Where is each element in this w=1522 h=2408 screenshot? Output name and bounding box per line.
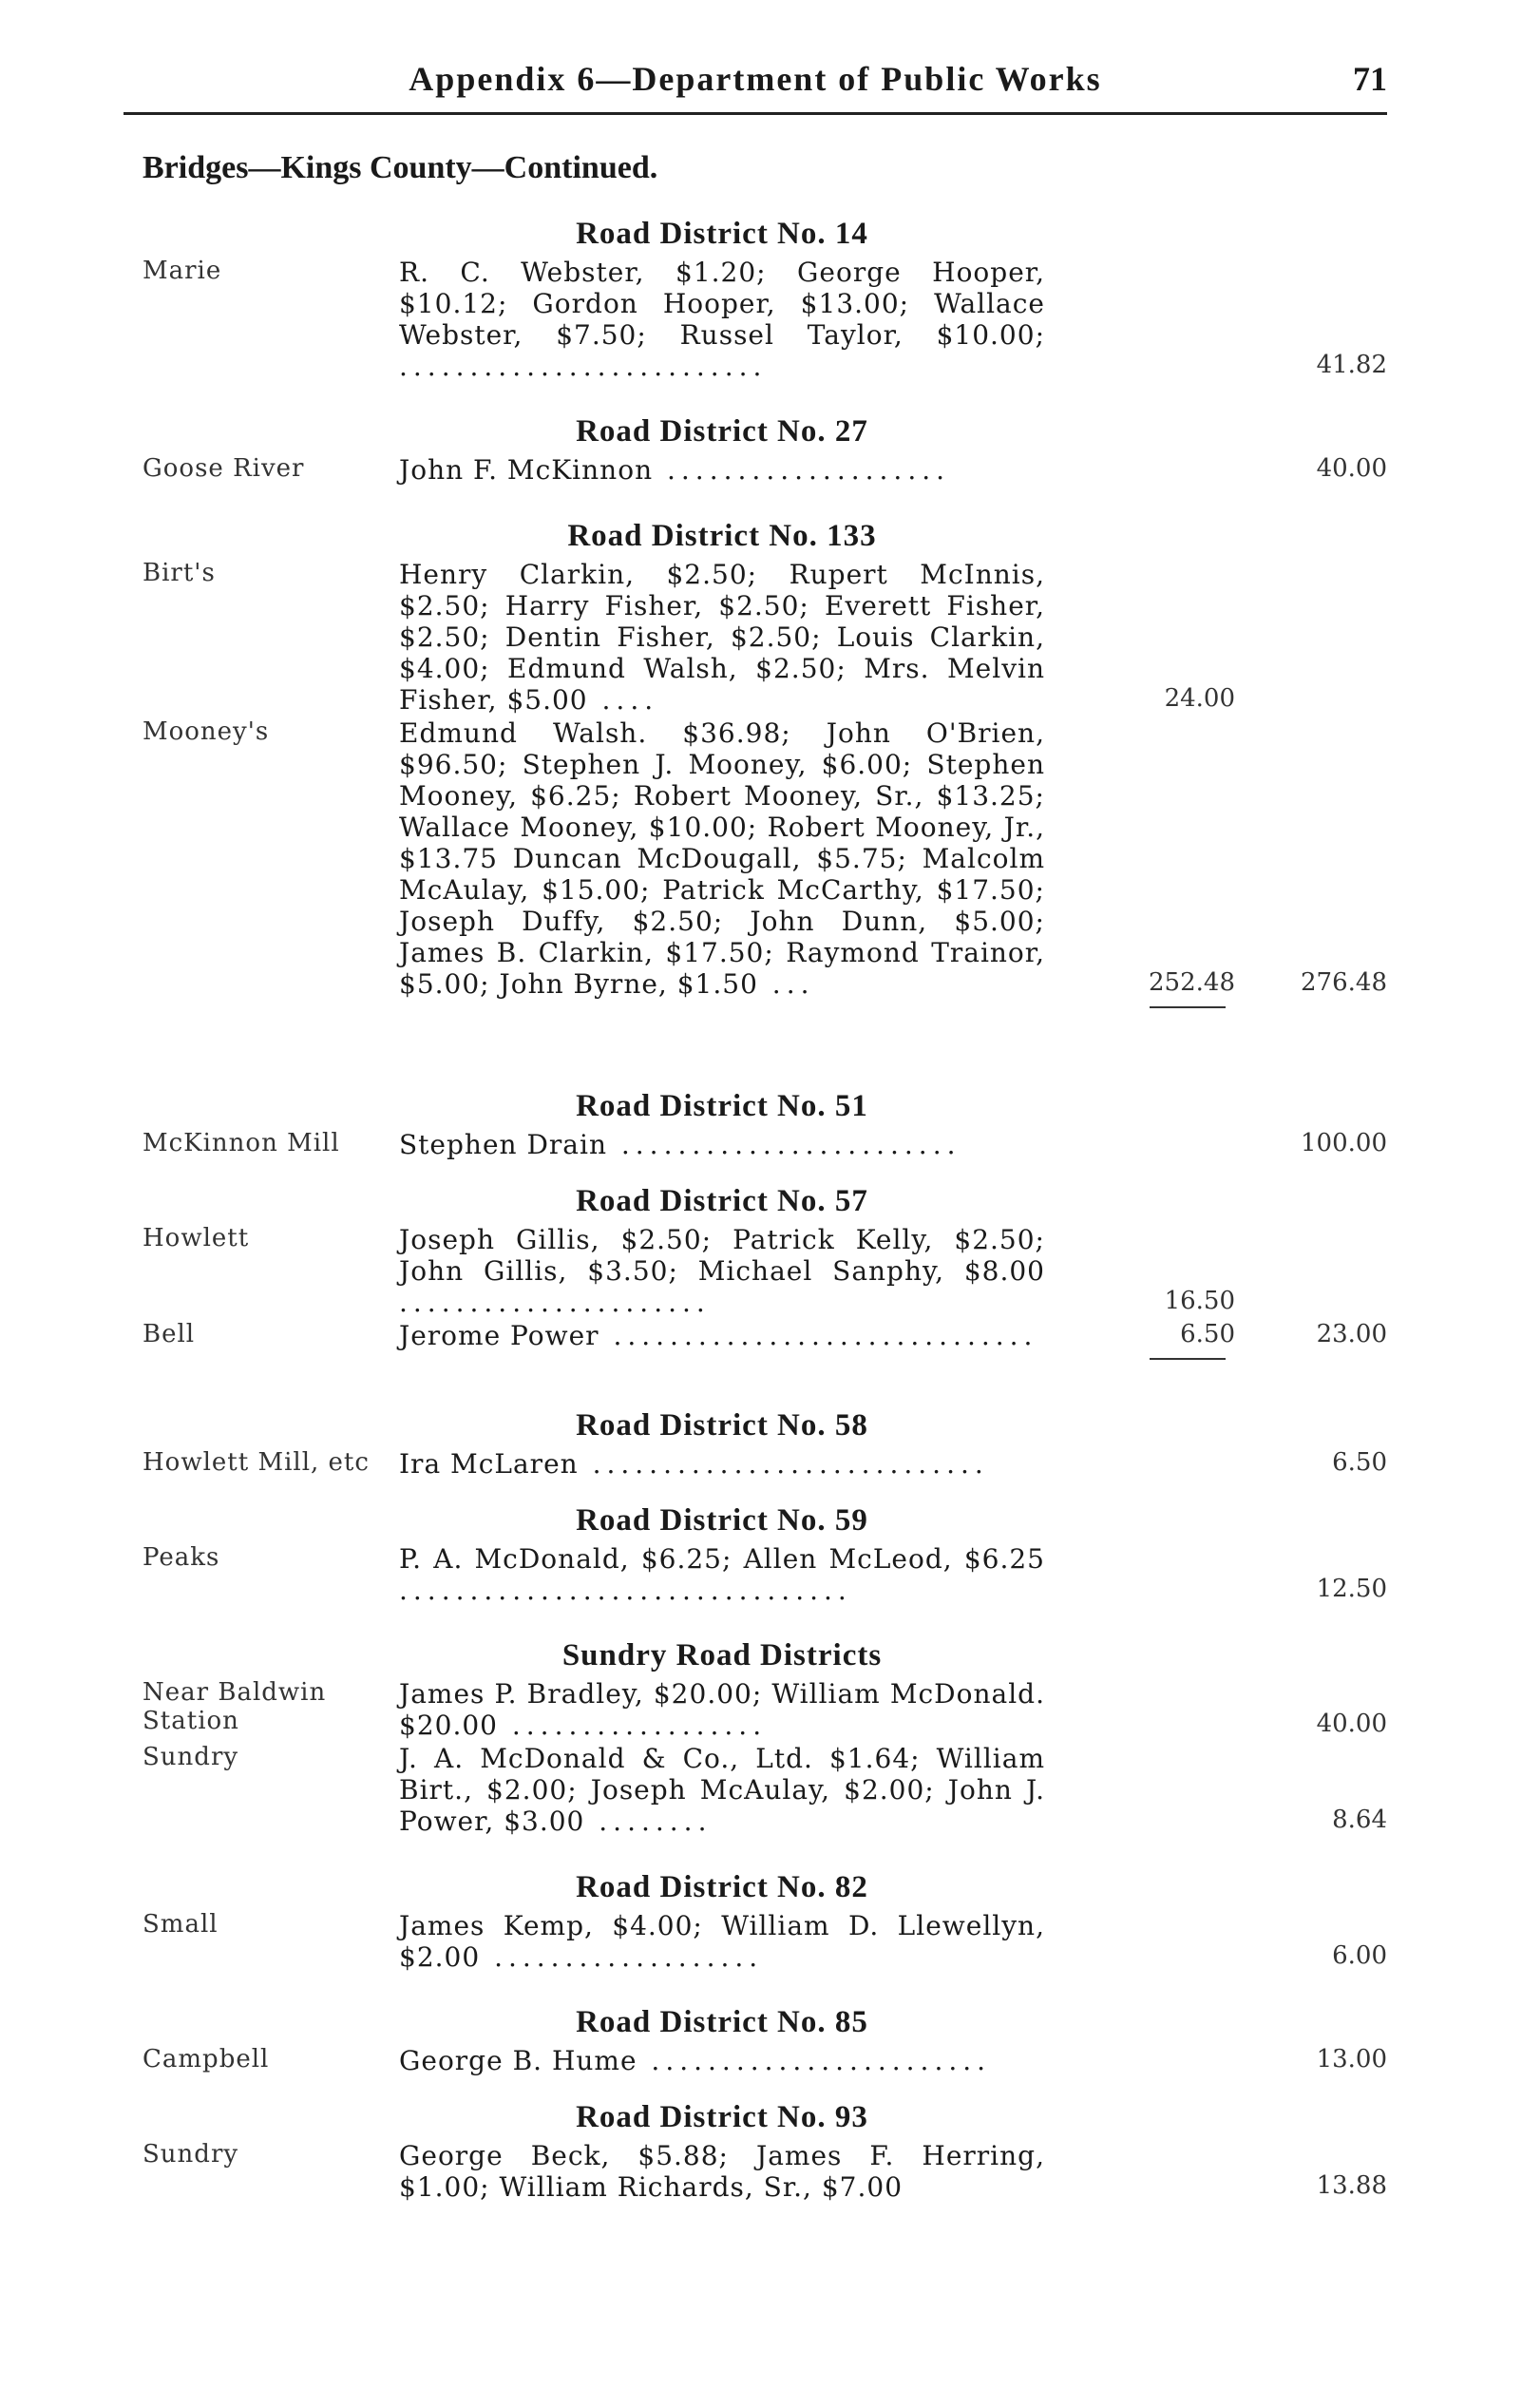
district-heading: Road District No. 14 <box>576 217 868 251</box>
payee-text: George Beck, $5.88; James F. Herring, $1.00; William Richards, Sr., $7.00 <box>399 2140 1045 2203</box>
place-name: Birt's <box>143 559 216 587</box>
district-heading: Road District No. 57 <box>576 1184 868 1218</box>
place-name: Bell <box>143 1320 196 1348</box>
page-number: 71 <box>1353 60 1387 98</box>
leader-dots: .......................... <box>399 351 768 382</box>
place-name: Goose River <box>143 454 305 483</box>
payee-text: James Kemp, $4.00; William D. Llewellyn, $2.00 <box>399 1910 1045 1973</box>
subtotal-rule <box>1150 1006 1226 1008</box>
leader-dots: .............................. <box>599 1320 1038 1351</box>
subtotal-rule <box>1150 1358 1226 1360</box>
payee-text: John F. McKinnon <box>399 454 654 486</box>
payee-list <box>399 1129 1045 1160</box>
item-amount: 24.00 <box>1164 684 1235 713</box>
payee-text: R. C. Webster, $1.20; George Hooper, $10.12; Gordon Hooper, $13.00; Wallace Webster, $7.50; Russel Taylor, $10.00; <box>399 257 1045 351</box>
item-amount: 6.50 <box>1180 1320 1235 1348</box>
place-name: McKinnon Mill <box>143 1129 340 1157</box>
place-name: Peaks <box>143 1543 220 1572</box>
payee-list <box>399 1910 1045 1973</box>
district-total: 12.50 <box>1316 1575 1387 1603</box>
leader-dots: ................................ <box>399 1575 852 1606</box>
leader-dots: ...................... <box>399 1287 711 1318</box>
place-name: Marie <box>143 257 222 285</box>
payee-list <box>399 2045 1045 2076</box>
leader-dots: ........................ <box>606 1129 961 1160</box>
running-title: Appendix 6—Department of Public Works <box>409 60 1102 98</box>
leader-dots: .... <box>587 684 659 716</box>
payee-list <box>399 1678 1045 1741</box>
payee-list <box>399 257 1045 382</box>
district-total: 40.00 <box>1316 1710 1387 1738</box>
district-total: 23.00 <box>1316 1320 1387 1348</box>
district-heading: Road District No. 59 <box>576 1503 868 1538</box>
payee-text: George B. Hume <box>399 2045 637 2076</box>
district-heading: Road District No. 133 <box>567 519 877 553</box>
payee-list <box>399 1743 1045 1837</box>
leader-dots: ............................ <box>578 1448 989 1480</box>
district-total: 6.00 <box>1332 1941 1387 1970</box>
leader-dots: ... <box>757 968 815 1000</box>
district-heading: Road District No. 93 <box>576 2100 868 2134</box>
payee-text: J. A. McDonald & Co., Ltd. $1.64; William Birt., $2.00; Joseph McAulay, $2.00; John J. Power, $3.00 <box>399 1743 1045 1837</box>
leader-dots: .................... <box>653 454 951 486</box>
place-name: Howlett <box>143 1224 250 1252</box>
leader-dots: ........ <box>584 1806 713 1837</box>
leader-dots: ................... <box>480 1941 764 1973</box>
place-name: Near Baldwin Station <box>143 1678 327 1735</box>
district-heading: Sundry Road Districts <box>561 1638 883 1672</box>
payee-list <box>399 1224 1045 1318</box>
district-total: 6.50 <box>1332 1448 1387 1477</box>
payee-text: James P. Bradley, $20.00; William McDonald. $20.00 <box>399 1678 1045 1741</box>
payee-text: Stephen Drain <box>399 1129 607 1160</box>
district-heading: Road District No. 85 <box>576 2005 868 2039</box>
item-amount: 252.48 <box>1149 968 1235 997</box>
district-total: 41.82 <box>1316 351 1387 379</box>
district-heading: Road District No. 82 <box>576 1870 868 1904</box>
payee-text: Henry Clarkin, $2.50; Rupert McInnis, $2.50; Harry Fisher, $2.50; Everett Fisher, $2.50; Dentin Fisher, $2.50; Louis Clarkin, $4.00; Edmund Walsh, $2.50; Mrs. Melvin Fisher, $5.00 <box>399 559 1045 716</box>
section-continued-heading: Bridges—Kings County—Continued. <box>143 150 658 185</box>
page-header <box>124 59 1387 115</box>
payee-list <box>399 717 1045 1000</box>
payee-text: Jerome Power <box>399 1320 599 1351</box>
payee-list <box>399 2140 1045 2203</box>
payee-list <box>399 1448 1045 1480</box>
payee-list <box>399 1320 1045 1351</box>
payee-list <box>399 559 1045 716</box>
payee-text: Joseph Gillis, $2.50; Patrick Kelly, $2.50; John Gillis, $3.50; Michael Sanphy, $8.00 <box>399 1224 1045 1287</box>
district-total: 40.00 <box>1316 454 1387 483</box>
district-heading: Road District No. 27 <box>576 414 868 449</box>
district-heading: Road District No. 58 <box>576 1408 868 1443</box>
district-heading: Road District No. 51 <box>576 1089 868 1123</box>
leader-dots: ........................ <box>637 2045 992 2076</box>
place-name: Sundry <box>143 1743 239 1771</box>
leader-dots: .................. <box>497 1710 768 1741</box>
place-name: Mooney's <box>143 717 270 746</box>
payee-text: Edmund Walsh. $36.98; John O'Brien, $96.50; Stephen J. Mooney, $6.00; Stephen Mooney, $6.25; Robert Mooney, Sr., $13.25; Wallace Mooney, $10.00; Robert Mooney, Jr., $13.75 Duncan McDougall, $5.75; Malcolm McAulay, $15.00; Patrick McCarthy, $17.50; Joseph Duffy, $2.50; John Dunn, $5.00; James B. Clarkin, $17.50; Raymond Trainor, $5.00; John Byrne, $1.50 <box>399 717 1045 1000</box>
place-name: Small <box>143 1910 219 1939</box>
district-total: 13.00 <box>1316 2045 1387 2074</box>
payee-text: P. A. McDonald, $6.25; Allen McLeod, $6.25 <box>399 1543 1045 1575</box>
place-name: Campbell <box>143 2045 270 2074</box>
place-name: Sundry <box>143 2140 239 2169</box>
place-name: Howlett Mill, etc <box>143 1448 370 1477</box>
district-total: 8.64 <box>1332 1806 1387 1834</box>
district-total: 100.00 <box>1301 1129 1387 1157</box>
payee-list <box>399 454 1045 486</box>
district-total: 13.88 <box>1316 2171 1387 2200</box>
payee-list <box>399 1543 1045 1606</box>
district-total: 276.48 <box>1301 968 1387 997</box>
payee-text: Ira McLaren <box>399 1448 579 1480</box>
item-amount: 16.50 <box>1164 1287 1235 1315</box>
